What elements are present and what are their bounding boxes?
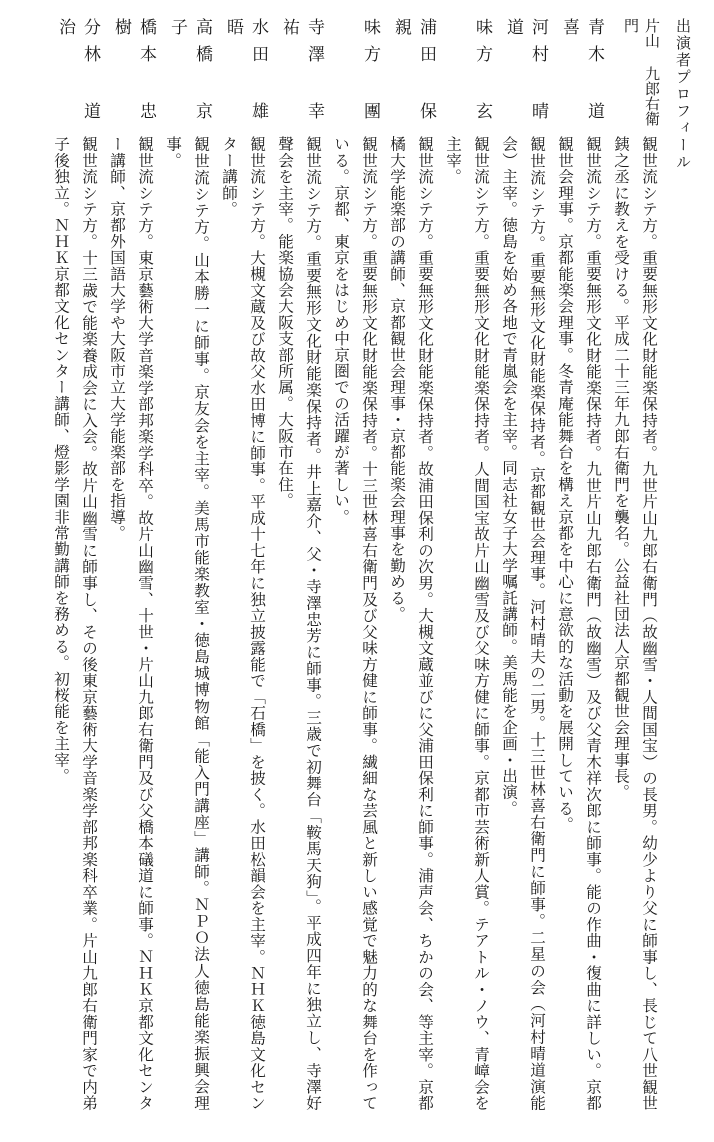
profile-entry-aoki xyxy=(551,18,607,1118)
profile-entry-terasawa xyxy=(271,18,327,1118)
profile-entry-mizuta xyxy=(215,18,271,1118)
profile-entry-mikata-madoka xyxy=(327,18,383,1118)
profile-name: 水田 雄晤 xyxy=(223,18,268,129)
profile-bio: 観世流シテ方。大槻文蔵及び故父水田博に師事。平成十七年に独立披露能で「石橋」を披く。水田松韻会を主宰。ＮＨＫ徳島文化センター講師。 xyxy=(220,136,266,1111)
profile-name: 味方 團 xyxy=(360,18,380,129)
profile-name: 橋本 忠樹 xyxy=(111,18,156,129)
profile-name: 寺澤 幸祐 xyxy=(279,18,324,129)
profile-bio: 観世流シテ方。重要無形文化財能楽保持者。人間国宝故片山幽雪及び父味方健に師事。京都市芸術新人賞。テアトル・ノウ、青嶂会を主宰。 xyxy=(444,136,490,1111)
profile-bio: 観世流シテ方。東京藝術大学音楽学部邦楽学科卒。故片山幽雪、十世・片山九郎右衛門及び父橋本礒道に師事。ＮＨＫ京都文化センター講師、京都外国語大学や大阪市立大学能楽部を指導。 xyxy=(108,136,154,1111)
profile-bio: 観世流シテ方。十三歳で能楽養成会に入会。故片山幽雪に師事し、その後東京藝術大学音楽学部邦楽科卒業。片山九郎右衛門家で内弟子後独立。ＮＨＫ京都文化センター講師、燈影学園非常勤講師を務める。初桜能を主宰。 xyxy=(52,136,98,1111)
profile-bio: 観世流シテ方。重要無形文化財能楽保持者。京都観世会理事。河村晴夫の二男。十三世林喜右衛門に師事。二星の会（河村晴道演能会）主宰。徳島を始め各地で青嵐会を主宰。同志社女子大学嘱託講師。美馬能を企画・出演。 xyxy=(500,136,546,1111)
page-title: 出演者プロフィール xyxy=(674,18,692,171)
profile-bio: 観世流シテ方。重要無形文化財能楽保持者。九世片山九郎右衛門（故幽雪・人間国宝）の長男。幼少より父に師事し、長じて八世観世銕之丞に教えを受ける。平成二十三年九郎右衛門を襲名。公益社団法人京都観世会理事長。 xyxy=(612,136,658,1111)
profile-name: 味方 玄 xyxy=(472,18,492,129)
profile-name: 分林 道治 xyxy=(55,18,100,129)
profile-bio: 観世流シテ方。重要無形文化財能楽保持者。故浦田保利の次男。大槻文蔵並びに父浦田保利に師事。浦声会、ちかの会、等主宰。京都橘大学能楽部の講師、京都観世会理事・京都能楽会理事を勤める。 xyxy=(388,136,434,1111)
profile-entry-hashimoto xyxy=(103,18,159,1118)
profile-name: 河村 晴道 xyxy=(503,18,548,129)
profile-entry-wakebayashi xyxy=(47,18,103,1118)
profile-entry-urata xyxy=(383,18,439,1118)
profile-name: 片山 九郎右衛門 xyxy=(622,18,661,126)
profile-entry-mikata-gen xyxy=(439,18,495,1118)
profile-entry-takahashi xyxy=(159,18,215,1118)
profile-name: 浦田 保親 xyxy=(391,18,436,129)
profile-name: 高橋 京子 xyxy=(167,18,212,129)
profile-bio: 観世流シテ方。重要無形文化財能楽保持者。十三世林喜右衛門及び父味方健に師事。繊細な芸風と新しい感覚で魅力的な舞台を作っている。京都、東京をはじめ中京圏での活躍が著しい。 xyxy=(332,136,378,1111)
profile-entry-kawamura xyxy=(495,18,551,1118)
profile-bio: 観世流シテ方。山本勝一に師事。京友会を主宰。美馬市能楽教室・徳島城博物館「能入門講座」講師。ＮＰＯ法人徳島能楽振興会理事。 xyxy=(164,136,210,1111)
profile-entry-katayama xyxy=(607,18,663,1118)
profile-bio: 観世流シテ方。重要無形文化財能楽保持者。九世片山九郎右衛門（故幽雪）及び父青木祥次郎に師事。能の作曲・復曲に詳しい。京都観世会理事。京都能楽会理事。冬青庵能舞台を構え京都を中心に意欲的な活動を展開している。 xyxy=(556,136,602,1111)
profile-bio: 観世流シテ方。重要無形文化財能楽保持者。井上嘉介、父・寺澤忠芳に師事。三歳で初舞台「鞍馬天狗」。平成四年に独立し、寺澤好聲会を主宰。能楽協会大阪支部所属。大阪市在住。 xyxy=(276,136,322,1111)
profile-name: 青木 道喜 xyxy=(559,18,604,129)
